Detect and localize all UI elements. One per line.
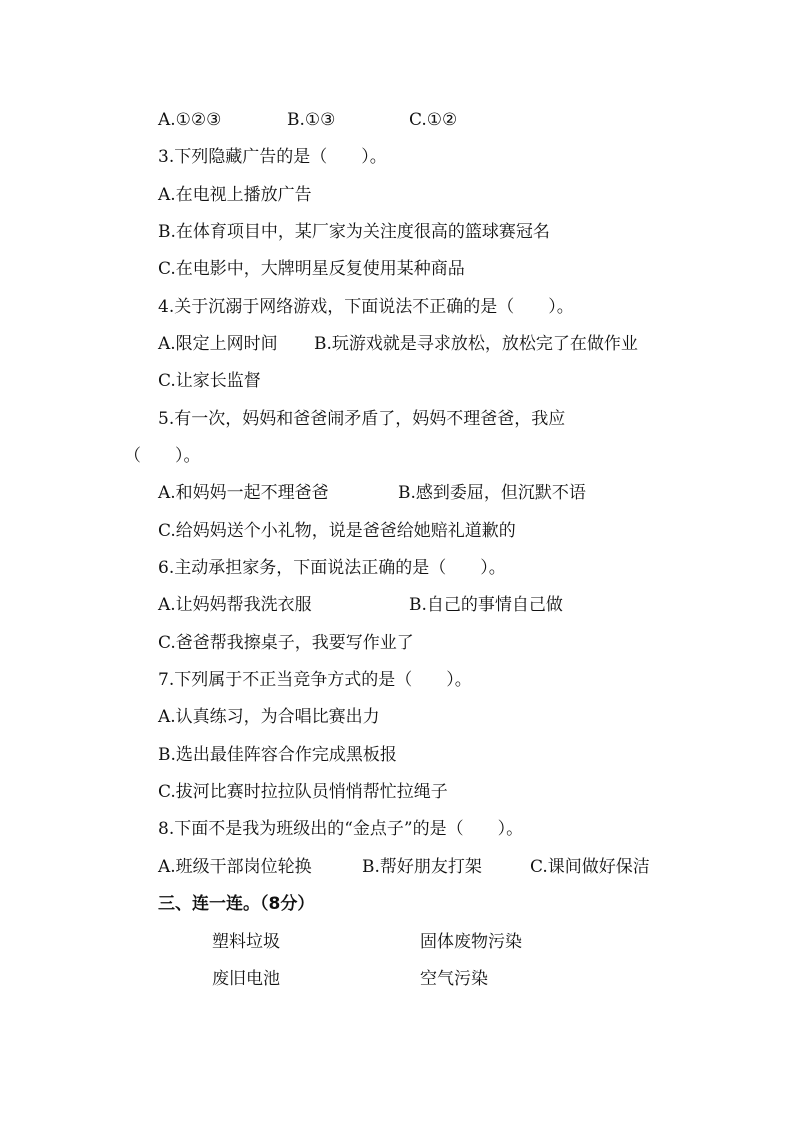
q4-option-a: A.限定上网时间 — [158, 334, 278, 354]
q7-option-a: A.认真练习，为合唱比赛出力 — [158, 707, 380, 727]
q6-option-a: A.让妈妈帮我洗衣服 — [158, 595, 312, 615]
q2-option-c: C.①② — [409, 110, 458, 130]
q6-option-b: B.自己的事情自己做 — [409, 595, 563, 615]
q7-stem: 7.下列属于不正当竞争方式的是（ ）。 — [158, 670, 472, 690]
q8-option-c: C.课间做好保洁 — [530, 857, 650, 877]
q5-option-b: B.感到委屈，但沉默不语 — [398, 483, 586, 503]
q7-option-b: B.选出最佳阵容合作完成黑板报 — [158, 745, 397, 765]
q8-stem: 8.下面不是我为班级出的“金点子”的是（ ）。 — [158, 819, 524, 839]
q8-option-b: B.帮好朋友打架 — [362, 857, 482, 877]
q4-option-b: B.玩游戏就是寻求放松，放松完了在做作业 — [314, 334, 638, 354]
q5-stem-line1: 5.有一次，妈妈和爸爸闹矛盾了，妈妈不理爸爸，我应 — [158, 409, 566, 429]
matching-right-item: 固体废物污染 — [420, 932, 522, 952]
q6-stem: 6.主动承担家务，下面说法正确的是（ ）。 — [158, 558, 506, 578]
q7-option-c: C.拔河比赛时拉拉队员悄悄帮忙拉绳子 — [158, 782, 448, 802]
section3-title: 三、连一连。（8分） — [158, 894, 315, 914]
q3-option-a: A.在电视上播放广告 — [158, 185, 312, 205]
q2-option-a: A.①②③ — [158, 110, 222, 130]
matching-left-item: 塑料垃圾 — [212, 932, 280, 952]
q3-option-b: B.在体育项目中，某厂家为关注度很高的篮球赛冠名 — [158, 222, 550, 242]
q3-option-c: C.在电影中，大牌明星反复使用某种商品 — [158, 259, 465, 279]
q6-option-c: C.爸爸帮我擦桌子，我要写作业了 — [158, 633, 414, 653]
q3-stem: 3.下列隐藏广告的是（ ）。 — [158, 147, 387, 167]
q5-option-c: C.给妈妈送个小礼物，说是爸爸给她赔礼道歉的 — [158, 521, 516, 541]
matching-left-item: 废旧电池 — [212, 969, 280, 989]
q4-stem: 4.关于沉溺于网络游戏，下面说法不正确的是（ ）。 — [158, 297, 574, 317]
q8-option-a: A.班级干部岗位轮换 — [158, 857, 312, 877]
q4-option-c: C.让家长监督 — [158, 371, 261, 391]
q2-option-b: B.①③ — [287, 110, 336, 130]
matching-right-item: 空气污染 — [420, 969, 488, 989]
q5-option-a: A.和妈妈一起不理爸爸 — [158, 483, 329, 503]
q5-stem-line2: （ ）。 — [124, 446, 201, 466]
